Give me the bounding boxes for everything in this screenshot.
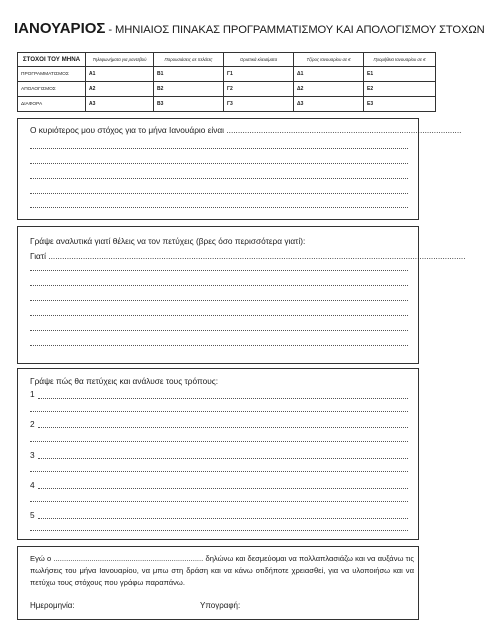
main-goal-prompt: Ο κυριότερος μου στόχος για το μήνα Ιανουάριο είναι ......................................................................................................: [30, 125, 462, 135]
table-cell[interactable]: Δ2: [294, 82, 364, 97]
column-header: Τηλεφωνήματα για ραντεβού: [86, 53, 154, 67]
table-row: [18, 97, 436, 112]
why-prompt: Γράψε αναλυτικά γιατί θέλεις να τον πετύχεις (βρες όσο περισσότερα γιατί):: [30, 236, 306, 246]
answer-line[interactable]: [38, 398, 408, 399]
table-cell[interactable]: Β1: [154, 67, 224, 82]
title-month: ΙΑΝΟΥΑΡΙΟΣ: [14, 20, 106, 37]
answer-line[interactable]: [38, 458, 408, 459]
table-cell[interactable]: Α1: [86, 67, 154, 82]
answer-line[interactable]: [30, 300, 408, 301]
answer-line[interactable]: [30, 207, 408, 208]
table-row: [18, 82, 436, 97]
title-subtitle: - ΜΗΝΙΑΙΟΣ ΠΙΝΑΚΑΣ ΠΡΟΓΡΑΜΜΑΤΙΣΜΟΥ ΚΑΙ ΑΠΟΛΟΓΙΣΜΟΥ ΣΤΟΧΩΝ: [105, 24, 485, 36]
date-label: Ημερομηνία:: [30, 601, 75, 610]
how-box: [17, 368, 419, 540]
goals-table: [17, 52, 436, 112]
step-number: 4: [30, 480, 35, 490]
table-cell[interactable]: Ε3: [364, 97, 436, 112]
step-number: 3: [30, 450, 35, 460]
row-label: ΠΡΟΓΡΑΜΜΑΤΙΣΜΟΣ: [18, 67, 86, 82]
table-cell[interactable]: Δ1: [294, 67, 364, 82]
answer-line[interactable]: [30, 471, 408, 472]
answer-line[interactable]: [30, 345, 408, 346]
answer-line[interactable]: [30, 330, 408, 331]
answer-line[interactable]: [30, 411, 408, 412]
answer-line[interactable]: [30, 178, 408, 179]
answer-line[interactable]: [30, 193, 408, 194]
table-cell[interactable]: Γ3: [224, 97, 294, 112]
table-cell[interactable]: Δ3: [294, 97, 364, 112]
row-label: ΔΙΑΦΟΡΑ: [18, 97, 86, 112]
answer-line[interactable]: [30, 270, 408, 271]
answer-line[interactable]: [30, 315, 408, 316]
table-cell[interactable]: Α3: [86, 97, 154, 112]
how-prompt: Γράψε πώς θα πετύχεις και ανάλυσε τους τρόπους:: [30, 376, 219, 386]
column-header: Παρουσιάσεις σε πελάτες: [154, 53, 224, 67]
commitment-text: Εγώ ο ....................................................................... δηλώνω και δεσμεύομαι να πολλαπλασιάζω και να αυξάνω τις πωλήσεις του μήνα Ιανουαρίου, να μπω στη δράση και να κάνω οτιδήποτε χρειασθεί, για να υλοποιήσω και να πετύχω τους στόχους που γράφω παραπάνω.: [30, 554, 414, 587]
table-cell[interactable]: Γ1: [224, 67, 294, 82]
answer-line[interactable]: [30, 163, 408, 164]
table-cell[interactable]: Γ2: [224, 82, 294, 97]
answer-line[interactable]: [38, 427, 408, 428]
signature-label: Υπογραφή:: [200, 601, 241, 610]
answer-line[interactable]: [30, 285, 408, 286]
column-header: Οριστικά κλεισίματα: [224, 53, 294, 67]
answer-line[interactable]: [30, 441, 408, 442]
page-title: [14, 20, 485, 38]
table-cell[interactable]: Β3: [154, 97, 224, 112]
table-cell[interactable]: Α2: [86, 82, 154, 97]
answer-line[interactable]: [38, 488, 408, 489]
answer-line[interactable]: [30, 148, 408, 149]
why-label: Γιατί .....................................................................................................................................................................................: [30, 251, 466, 261]
table-cell[interactable]: Β2: [154, 82, 224, 97]
answer-line[interactable]: [38, 518, 408, 519]
column-header: Τζίρος Ιανουαρίου σε €: [294, 53, 364, 67]
table-corner-label: ΣΤΟΧΟΙ ΤΟΥ ΜΗΝΑ: [18, 53, 86, 67]
row-label: ΑΠΟΛΟΓΙΣΜΟΣ: [18, 82, 86, 97]
answer-line[interactable]: [30, 501, 408, 502]
column-header: Προμήθεια Ιανουαρίου σε €: [364, 53, 436, 67]
answer-line[interactable]: [30, 530, 408, 531]
step-number: 2: [30, 419, 35, 429]
why-box: [17, 226, 466, 364]
table-cell[interactable]: Ε2: [364, 82, 436, 97]
table-cell[interactable]: Ε1: [364, 67, 436, 82]
step-number: 1: [30, 389, 35, 399]
table-header-row: [18, 53, 436, 67]
table-row: [18, 67, 436, 82]
step-number: 5: [30, 510, 35, 520]
